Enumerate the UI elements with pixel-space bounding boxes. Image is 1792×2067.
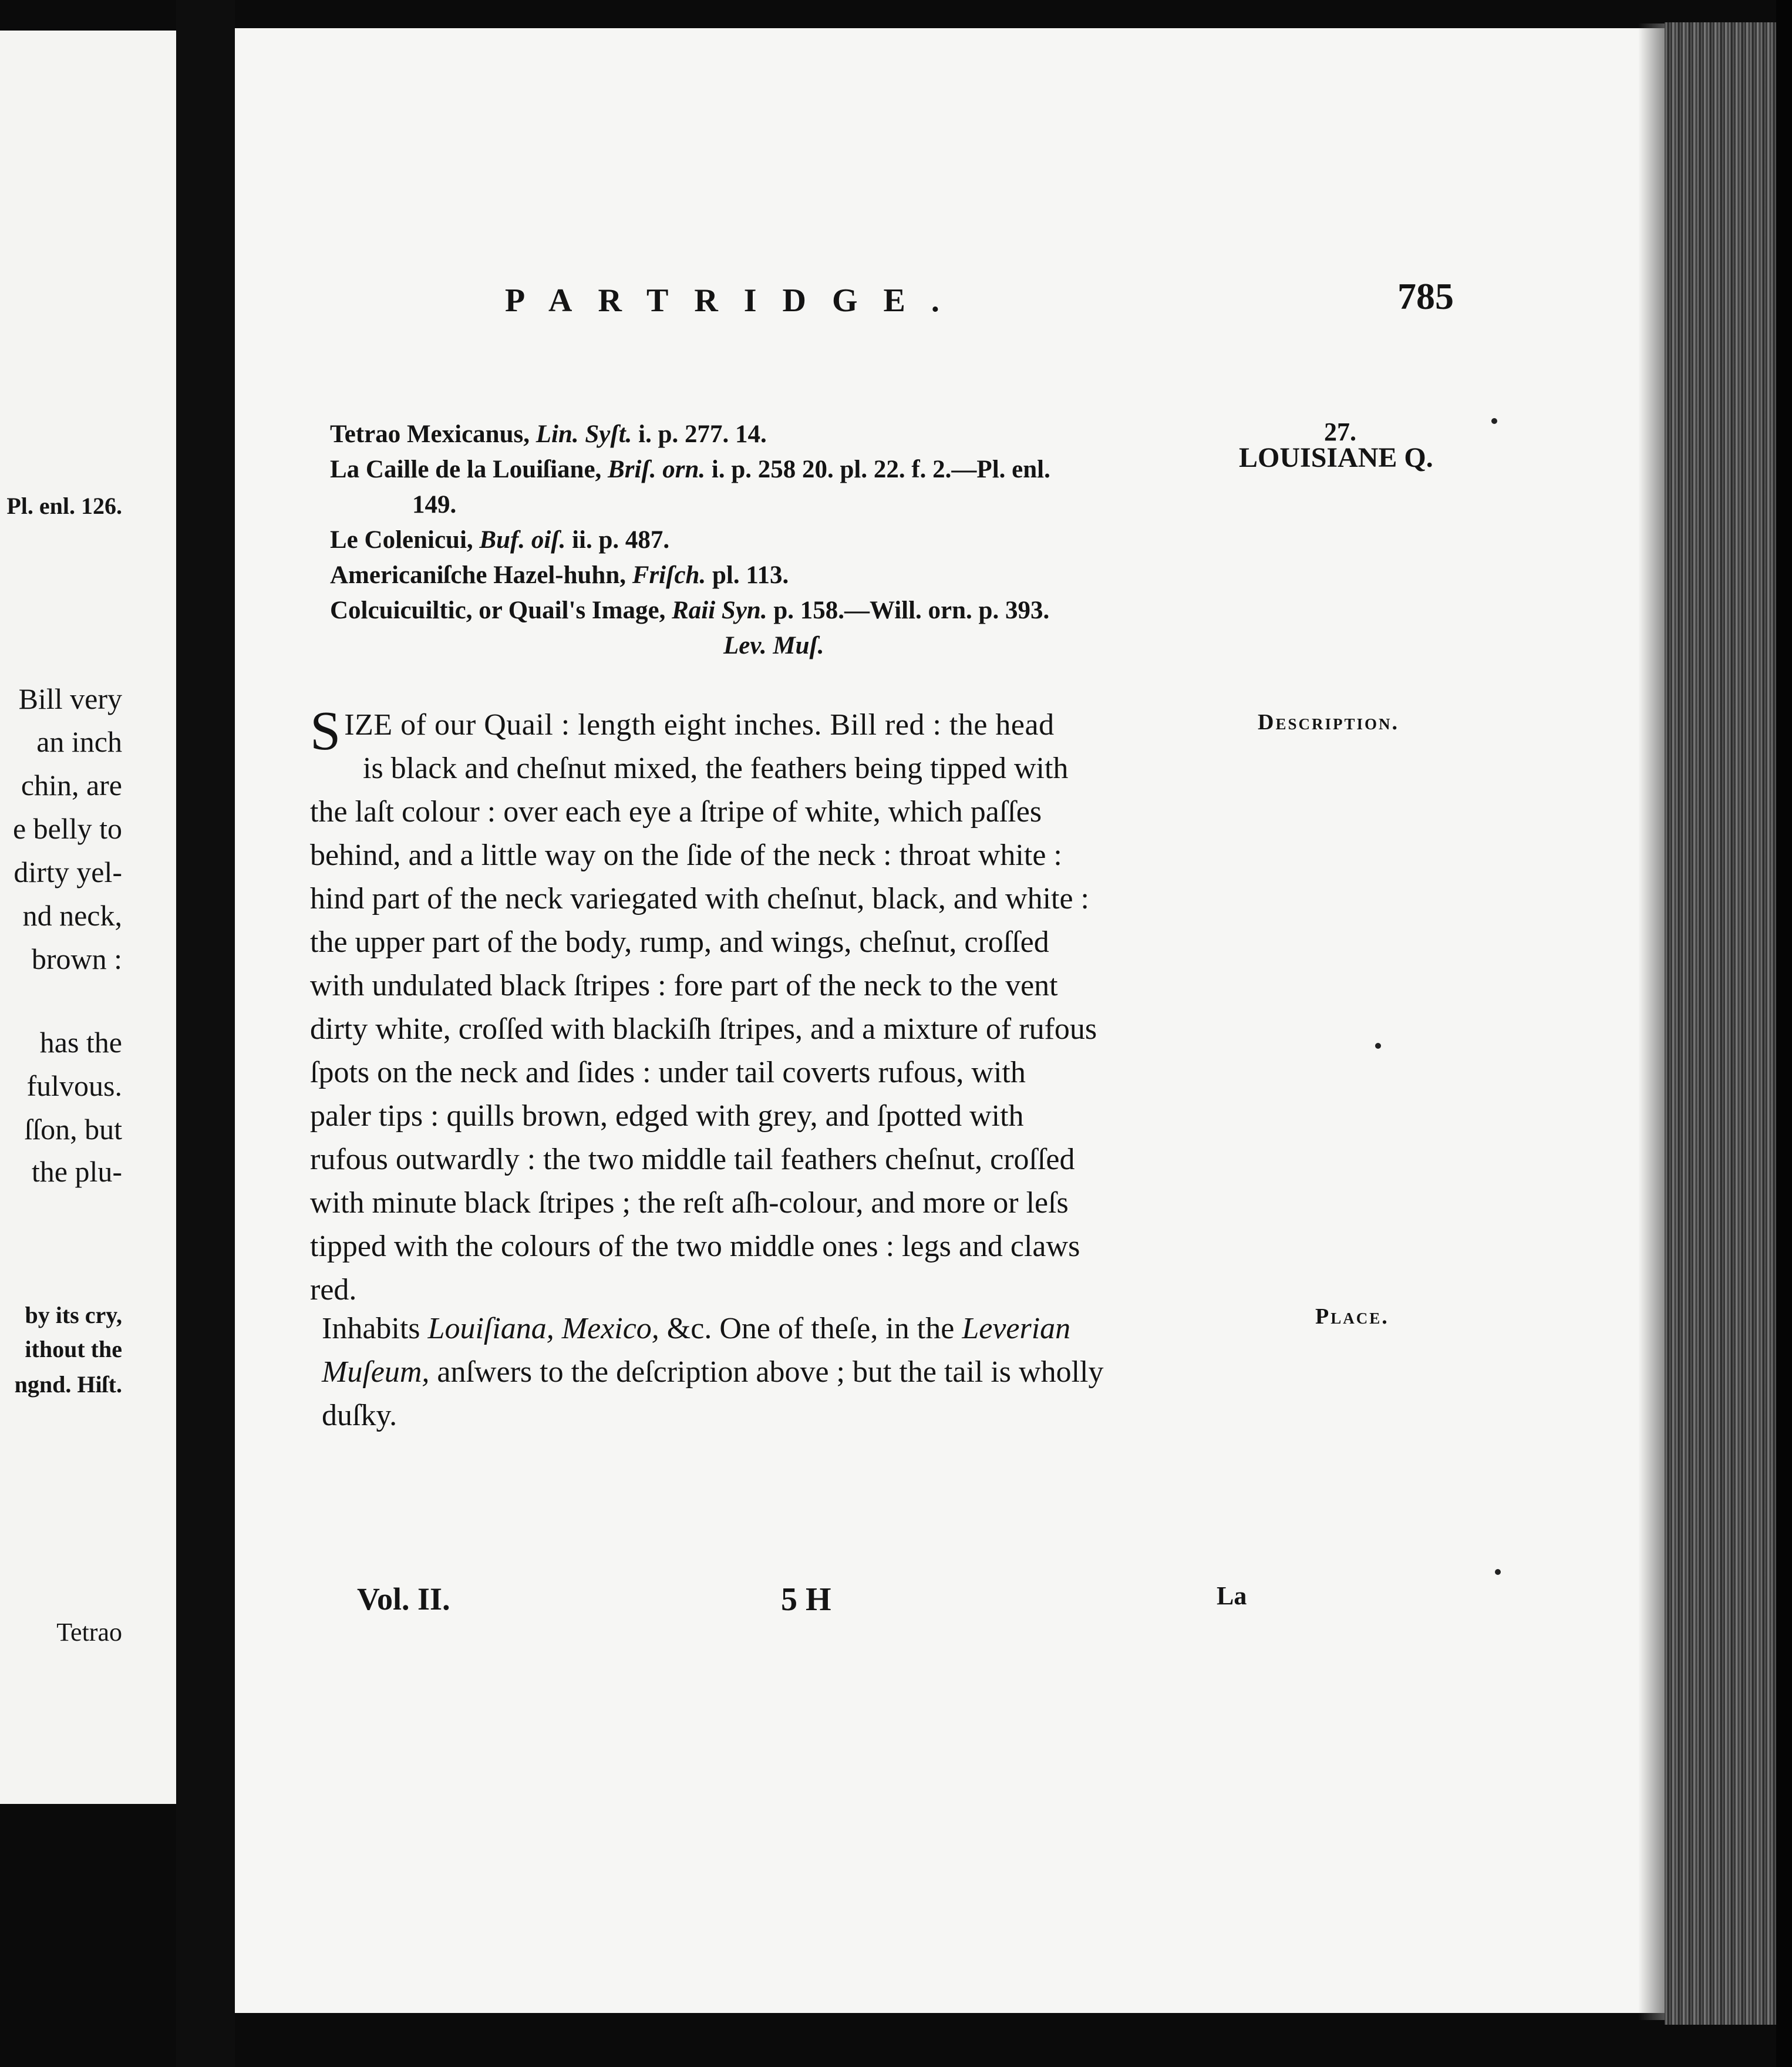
- text-line: the laſt colour : over each eye a ſtripe of white, which paſſes: [310, 795, 1042, 829]
- left-page-line: chin, are: [21, 769, 122, 802]
- margin-note-place: Place.: [1315, 1304, 1389, 1329]
- left-page-line: Bill very: [18, 682, 122, 715]
- text-line: with undulated black ſtripes : fore part of the neck to the vent: [310, 969, 1058, 1002]
- description-paragraph: [310, 703, 1097, 1312]
- text-line: red.: [310, 1273, 357, 1307]
- text-line: ſpots on the neck and ſides : under tail coverts rufous, with: [310, 1056, 1026, 1089]
- text-line: rufous outwardly : the two middle tail feathers cheſnut, croſſed: [310, 1143, 1075, 1176]
- text-line: with minute black ſtripes ; the reſt aſh-colour, and more or leſs: [310, 1186, 1069, 1220]
- page-number: 785: [1397, 275, 1454, 317]
- synonym-line: Lev. Muſ.: [723, 632, 824, 659]
- right-background: [1776, 0, 1792, 2067]
- text-line: is black and cheſnut mixed, the feathers being tipped with: [363, 752, 1069, 785]
- species-number: 27.: [1324, 418, 1356, 446]
- text-line: Inhabits Louiſiana, Mexico, &c. One of theſe, in the Leverian: [322, 1312, 1071, 1345]
- left-page-catchword: Tetrao: [56, 1618, 122, 1647]
- sheet-signature-mark: 5 H: [781, 1581, 831, 1618]
- volume-signature: Vol. II.: [357, 1581, 450, 1617]
- ink-speck: [1491, 418, 1497, 424]
- left-page-line: an inch: [36, 725, 122, 758]
- left-page-line: brown :: [31, 942, 122, 975]
- synonym-line: Americaniſche Hazel-huhn, Friſch. pl. 113.: [330, 561, 789, 589]
- left-page-line: e belly to: [12, 812, 122, 845]
- text-line: the upper part of the body, rump, and wings, cheſnut, croſſed: [310, 925, 1049, 959]
- text-line: Muſeum, anſwers to the deſcription above ; but the tail is wholly: [322, 1355, 1104, 1389]
- left-page: [0, 31, 176, 1804]
- text-line: duſky.: [322, 1399, 398, 1432]
- left-page-line: ngnd. Hiſt.: [14, 1371, 122, 1398]
- drop-cap: S: [310, 701, 341, 762]
- catchword: La: [1217, 1581, 1247, 1610]
- synonym-line: La Caille de la Louiſiane, Briſ. orn. i. p. 258 20. pl. 22. f. 2.—Pl. enl.: [330, 456, 1050, 483]
- book-gutter: [176, 0, 235, 2067]
- margin-note-description: Description.: [1258, 710, 1399, 735]
- left-page-line: dirty yel-: [14, 856, 122, 888]
- left-page-line: by its cry,: [25, 1302, 122, 1328]
- ink-speck: [1375, 1043, 1381, 1049]
- text-line: behind, and a little way on the ſide of the neck : throat white :: [310, 839, 1062, 872]
- text-line: paler tips : quills brown, edged with grey, and ſpotted with: [310, 1099, 1024, 1133]
- synonym-list: [330, 417, 1050, 664]
- page-edges: [1665, 22, 1776, 2025]
- species-name: LOUISIANE Q.: [1239, 442, 1433, 473]
- left-page-line: nd neck,: [22, 899, 122, 932]
- synonym-line: Le Colenicui, Buf. oiſ. ii. p. 487.: [330, 526, 670, 554]
- left-page-line: ithout the: [25, 1336, 122, 1362]
- text-line: dirty white, croſſed with blackiſh ſtripes, and a mixture of rufous: [310, 1012, 1097, 1046]
- ink-speck: [1495, 1569, 1501, 1575]
- left-page-line: the plu-: [31, 1155, 122, 1188]
- left-page-line: fulvous.: [26, 1069, 122, 1102]
- running-title: PARTRIDGE.: [505, 282, 965, 319]
- left-page-line: has the: [39, 1026, 122, 1059]
- synonym-line: 149.: [412, 491, 457, 519]
- place-paragraph: [322, 1307, 1104, 1438]
- text-line: IZE of our Quail : length eight inches. Bill red : the head: [344, 708, 1055, 742]
- left-page-line: ſſon, but: [24, 1113, 122, 1146]
- text-line: hind part of the neck variegated with cheſnut, black, and white :: [310, 882, 1089, 915]
- text-line: tipped with the colours of the two middle ones : legs and claws: [310, 1230, 1080, 1263]
- synonym-line: Tetrao Mexicanus, Lin. Syſt. i. p. 277. 14.: [330, 420, 767, 448]
- left-page-line: Pl. enl. 126.: [6, 493, 122, 519]
- synonym-line: Colcuicuiltic, or Quail's Image, Raii Syn. p. 158.—Will. orn. p. 393.: [330, 597, 1050, 624]
